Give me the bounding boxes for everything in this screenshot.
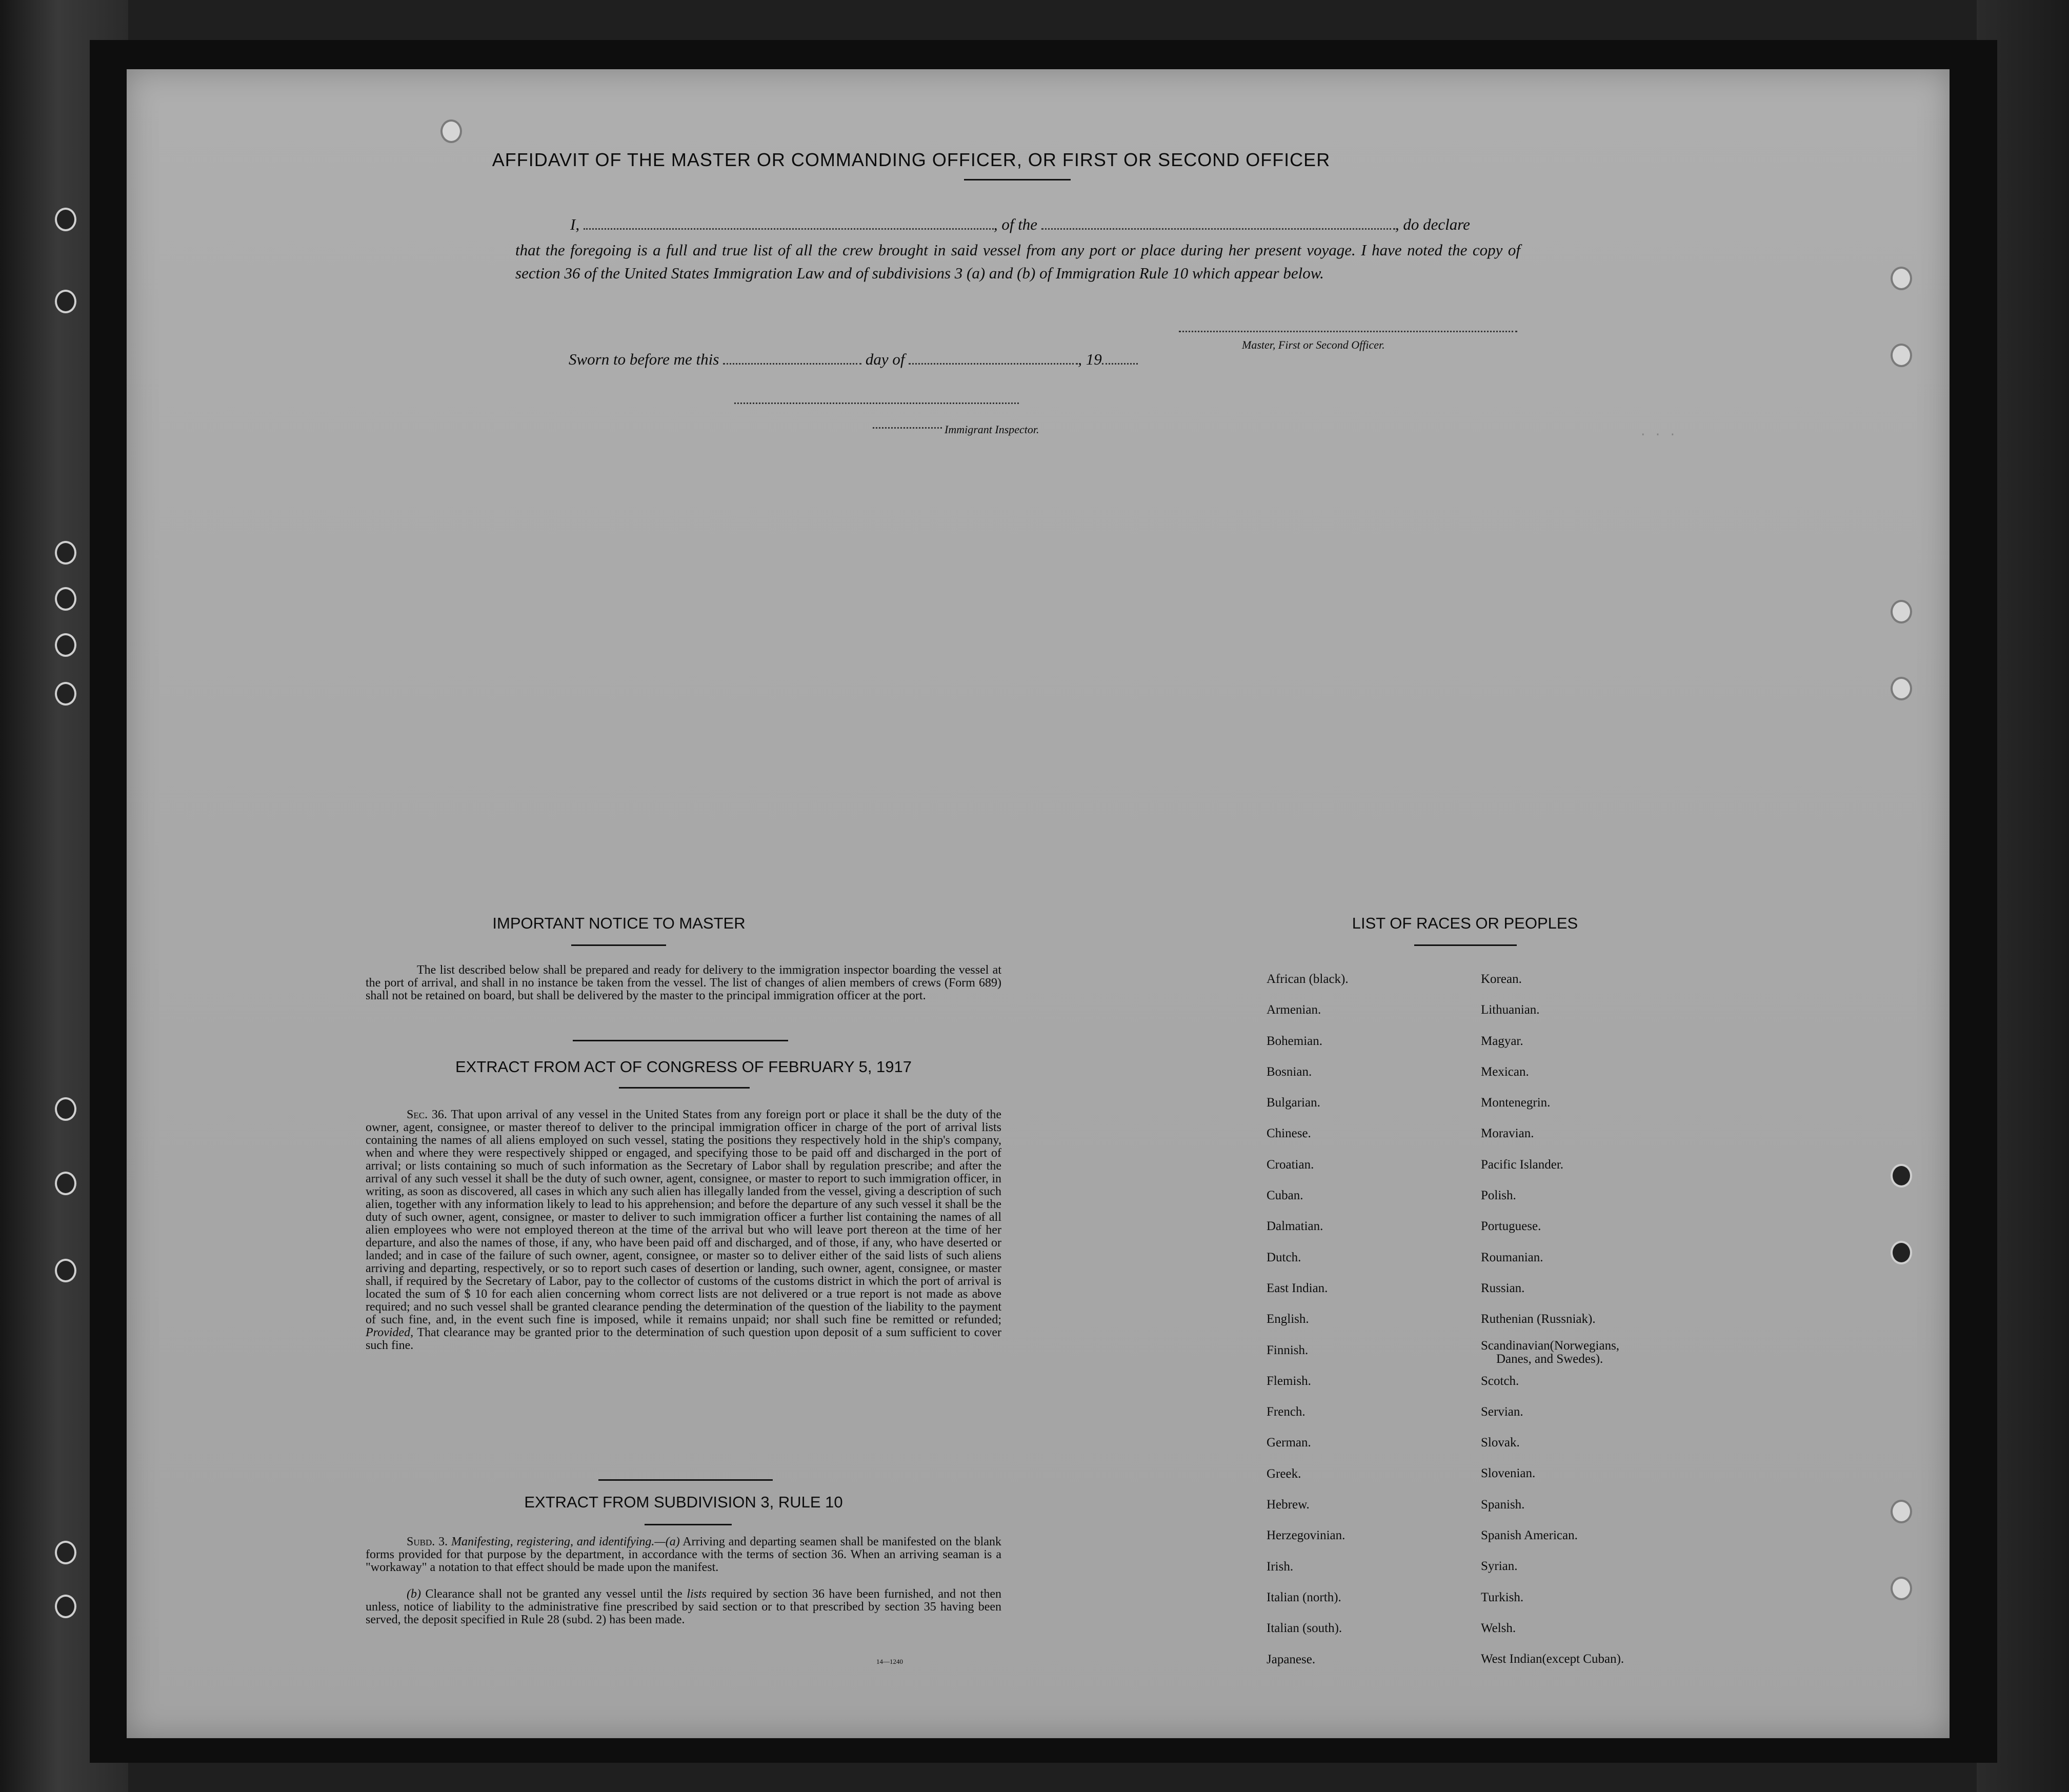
punch-hole-icon: [55, 633, 76, 657]
race-item: Scotch.: [1481, 1374, 1519, 1388]
subd-heading: Manifesting, registering, and identifying.: [451, 1535, 655, 1548]
race-item: Moravian.: [1481, 1126, 1534, 1141]
punch-hole-icon: [55, 1541, 76, 1564]
punch-hole-icon: [440, 119, 462, 143]
subd-b-lists: lists: [687, 1587, 707, 1601]
race-item: Russian.: [1481, 1281, 1525, 1295]
subd-b-text-1: Clearance shall not be granted any vessel until the: [425, 1587, 682, 1601]
form-code: 14—1240: [876, 1658, 903, 1665]
race-item: Cuban.: [1267, 1189, 1303, 1203]
sec-label: Sec. 36.: [407, 1108, 447, 1121]
act-extract-text: [366, 1109, 1001, 1352]
race-item-line: Scandinavian(Norwegians,: [1481, 1338, 1620, 1353]
title-rule: [964, 179, 1071, 180]
race-item: Bosnian.: [1267, 1064, 1312, 1079]
sworn-year-blank: [1102, 353, 1138, 365]
vessel-blank: [1041, 218, 1395, 230]
section-rule-2: [598, 1479, 773, 1481]
rule-title-rule: [645, 1524, 732, 1525]
sworn-prefix: Sworn to before me this: [569, 350, 719, 368]
race-item: Hebrew.: [1267, 1498, 1310, 1512]
subd-a-label: —(a): [654, 1535, 680, 1548]
act-extract-title: EXTRACT FROM ACT OF CONGRESS OF FEBRUARY 5, 1917: [455, 1058, 912, 1076]
race-item: Italian (south).: [1267, 1621, 1342, 1636]
race-item: Armenian.: [1267, 1003, 1321, 1017]
rule-extract-title: EXTRACT FROM SUBDIVISION 3, RULE 10: [524, 1493, 843, 1511]
affidavit-i-label: I,: [570, 215, 580, 233]
race-item: Portuguese.: [1481, 1219, 1541, 1234]
race-item: Chinese.: [1267, 1126, 1311, 1141]
race-item: Italian (north).: [1267, 1590, 1341, 1604]
race-item: Bulgarian.: [1267, 1096, 1320, 1110]
punch-hole-icon: [1891, 1164, 1912, 1187]
inspector-signature-line: [734, 402, 1019, 404]
sworn-month-blank: [909, 353, 1078, 365]
notice-title: IMPORTANT NOTICE TO MASTER: [492, 914, 746, 932]
bleed-through-marks: · · ·: [1639, 428, 1677, 442]
act-body: That upon arrival of any vessel in the United States from any foreign port or place it shall be the duty of the owner, agent, consignee, or master thereof to deliver to the principal immigration officer in charge of the port of arrival lists containing the names of all aliens employed on such vessel, stating the positions they respectively hold in the ship's company, when and where they were respectively shipped or engaged, and specifying those to be paid off and discharged in the port of arrival; or lists containing so much of such information as the Secretary of Labor shall by regulation prescribe; and after the arrival of any such vessel it shall be the duty of such owner, agent, consignee, or master to report to such immigration officer, in writing, as soon as discovered, all cases in which any such alien has illegally landed from the vessel, giving a description of such alien, together with any information likely to lead to his apprehension; and before the departure of any such vessel it shall be the duty of such owner, agent, consignee, or master to deliver to such immigration officer a further list containing the names of all alien employees who were not employed thereon at the time of the arrival but who will leave port thereon at the time of her departure, and also the names of those, if any, who have been paid off and discharged, and of those, if any, who have deserted or landed; and in case of the failure of such owner, agent, consignee, or master so to deliver either of the said lists of such aliens arriving and departing, respectively, or so to report such cases of desertion or landing, such owner, agent, consignee, or master shall, if required by the Secretary of Labor, pay to the collector of customs of the customs district in which the port of arrival is located the sum of $ 10 for each alien concerning whom correct lists are not delivered or a true report is not made as above required; and no such vessel shall be granted clearance pending the determination of the question of the liability to the payment of such fine, and, in the event such fine is imposed, while it remains unpaid; nor shall such fine be remitted or refunded;: [366, 1108, 1001, 1326]
punch-hole-icon: [1891, 344, 1912, 367]
race-item: Magyar.: [1481, 1034, 1523, 1048]
race-item: Montenegrin.: [1481, 1096, 1551, 1110]
race-item: Syrian.: [1481, 1559, 1518, 1574]
race-item: Herzegovinian.: [1267, 1528, 1345, 1543]
punch-hole-icon: [55, 1097, 76, 1121]
race-item: West Indian(except Cuban).: [1481, 1652, 1624, 1666]
punch-hole-icon: [55, 541, 76, 565]
race-item: Turkish.: [1481, 1590, 1524, 1604]
punch-hole-icon: [55, 208, 76, 231]
race-item-line: Danes, and Swedes).: [1496, 1352, 1603, 1366]
sworn-line: [569, 350, 1138, 369]
race-item: French.: [1267, 1405, 1305, 1419]
punch-hole-icon: [55, 1172, 76, 1195]
affidavit-title: AFFIDAVIT OF THE MASTER OR COMMANDING OFFICER, OR FIRST OR SECOND OFFICER: [492, 149, 1331, 170]
name-blank: [584, 218, 994, 230]
race-item: Polish.: [1481, 1189, 1516, 1203]
race-item: African (black).: [1267, 972, 1349, 986]
race-item: Spanish.: [1481, 1497, 1525, 1512]
race-item: Servian.: [1481, 1404, 1523, 1419]
affidavit-declare-label: , do declare: [1395, 215, 1470, 233]
race-item: Pacific Islander.: [1481, 1157, 1564, 1172]
race-item: East Indian.: [1267, 1281, 1328, 1295]
provided-text: That clearance may be granted prior to the determination of such question upon deposit of a sum sufficient to cover such fine.: [366, 1326, 1001, 1352]
punch-hole-icon: [1891, 677, 1912, 700]
race-item: Lithuanian.: [1481, 1003, 1540, 1017]
race-item: Bohemian.: [1267, 1034, 1323, 1048]
subd-b-label: (b): [407, 1587, 421, 1601]
race-item: Mexican.: [1481, 1064, 1529, 1079]
inspector-caption-lead: [873, 427, 942, 429]
race-item: Flemish.: [1267, 1374, 1311, 1388]
affidavit-paragraph: that the foregoing is a full and true list of all the crew brought in said vessel from any port or place during her present voyage. I have noted the copy of section 36 of the United States Immigration Law and of subdivisions 3 (a) and (b) of Immigration Rule 10 which appear below.: [515, 241, 1520, 282]
notice-text: The list described below shall be prepared and ready for delivery to the immigration inspector boarding the vessel at the port of arrival, and shall in no instance be taken from the vessel. The list of changes of alien members of crews (Form 689) shall not be retained on board, but shall be delivered by the master to the principal immigration officer at the port.: [366, 963, 1001, 1002]
race-item: Korean.: [1481, 972, 1522, 986]
race-item: [1481, 1335, 1624, 1366]
race-item: Spanish American.: [1481, 1528, 1578, 1543]
punch-hole-icon: [55, 587, 76, 611]
notice-rule: [571, 944, 666, 946]
race-item: Dutch.: [1267, 1250, 1301, 1264]
section-rule: [573, 1040, 788, 1041]
punch-hole-icon: [1891, 1577, 1912, 1600]
race-item: English.: [1267, 1312, 1309, 1326]
race-item: Croatian.: [1267, 1157, 1314, 1172]
race-item: Irish.: [1267, 1559, 1294, 1574]
punch-hole-icon: [1891, 1500, 1912, 1523]
subd-b-text-2: required by section 36 have been furnished, and not then unless, notice of liability to the administrative fine prescribed by said section or to that prescribed by section 35 having been served, the deposit specified in Rule 28 (subd. 2) has been made.: [366, 1587, 1001, 1626]
rule-extract-text-a: [366, 1536, 1001, 1574]
punch-hole-icon: [55, 290, 76, 313]
races-column-1: [1267, 964, 1349, 1675]
act-title-rule: [619, 1087, 750, 1089]
punch-hole-icon: [55, 682, 76, 706]
race-item: Dalmatian.: [1267, 1219, 1323, 1234]
inspector-caption: Immigrant Inspector.: [945, 423, 1039, 436]
punch-hole-icon: [55, 1259, 76, 1282]
punch-hole-icon: [1891, 600, 1912, 623]
race-item: Welsh.: [1481, 1621, 1516, 1635]
punch-hole-icon: [1891, 1241, 1912, 1264]
race-item: Slovenian.: [1481, 1466, 1536, 1481]
races-column-2: [1481, 964, 1624, 1675]
punch-hole-icon: [1891, 267, 1912, 290]
signature-line: [1179, 331, 1517, 332]
sworn-day-of: day of: [865, 350, 905, 368]
document-page: [127, 69, 1950, 1738]
race-item: Roumanian.: [1481, 1250, 1543, 1264]
subd-label: Subd. 3.: [407, 1535, 448, 1548]
race-item: Greek.: [1267, 1466, 1301, 1481]
race-item: German.: [1267, 1436, 1311, 1450]
rule-extract-text-b: [366, 1588, 1001, 1626]
race-item: Ruthenian (Russniak).: [1481, 1312, 1596, 1326]
affidavit-of-the-label: , of the: [993, 215, 1038, 233]
signature-caption: Master, First or Second Officer.: [1242, 338, 1385, 351]
subd-a-text: Arriving and departing seamen shall be manifested on the blank forms provided for that purpose by the department, in accordance with the terms of section 36. When an arriving seaman is a "workaway" a notation to that effect should be made upon the manifest.: [366, 1535, 1001, 1574]
sworn-year: , 19: [1078, 350, 1102, 368]
race-item: Japanese.: [1267, 1652, 1316, 1666]
punch-hole-icon: [55, 1595, 76, 1618]
races-title-rule: [1414, 944, 1517, 946]
provided-label: Provided,: [366, 1326, 414, 1339]
races-title: LIST OF RACES OR PEOPLES: [1352, 914, 1578, 932]
affidavit-line-1: [570, 215, 1470, 234]
sworn-day-blank: [723, 353, 861, 365]
race-item: Slovak.: [1481, 1436, 1520, 1450]
race-item: Finnish.: [1267, 1343, 1309, 1357]
